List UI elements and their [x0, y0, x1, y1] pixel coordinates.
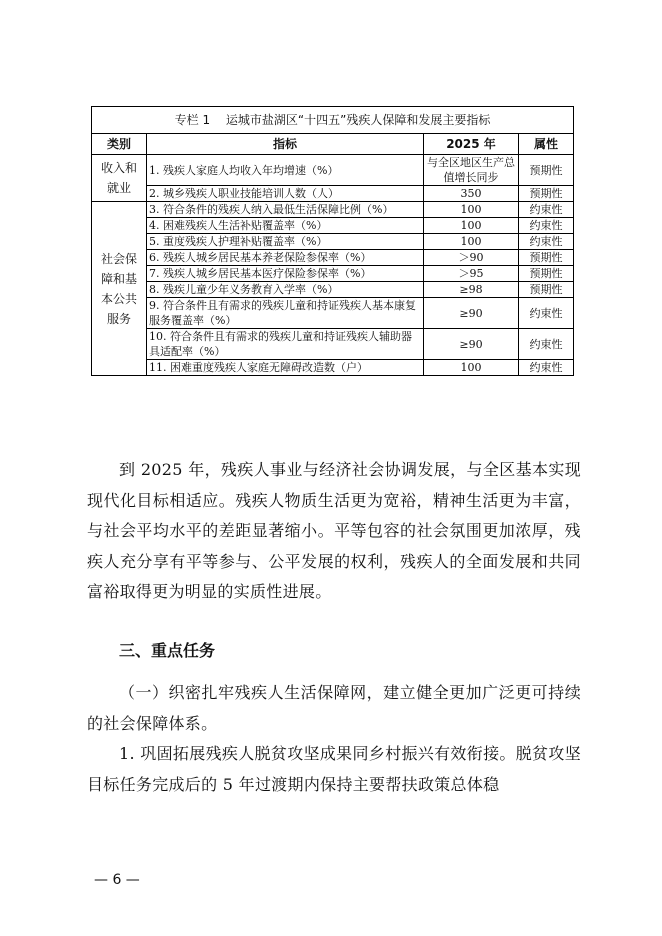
- attribute-cell: 约束性: [519, 202, 574, 218]
- indicator-cell: 4. 困难残疾人生活补贴覆盖率（%）: [147, 218, 424, 234]
- category-income-employment: 收入和就业: [92, 155, 147, 202]
- attribute-cell: 预期性: [519, 282, 574, 298]
- value-cell: 350: [424, 186, 519, 202]
- indicator-cell: 5. 重度残疾人护理补贴覆盖率（%）: [147, 234, 424, 250]
- table-row: [92, 266, 574, 282]
- attribute-cell: 约束性: [519, 360, 574, 376]
- table-row: [92, 298, 574, 329]
- value-cell: ＞95: [424, 266, 519, 282]
- table-row: [92, 218, 574, 234]
- attribute-cell: 预期性: [519, 155, 574, 186]
- value-cell: ＞90: [424, 250, 519, 266]
- subsection-heading-1: （一）织密扎牢残疾人生活保障网，建立健全更加广泛更可持续的社会保障体系。: [87, 683, 581, 733]
- header-year: 2025 年: [424, 134, 519, 155]
- section-heading-key-tasks: 三、重点任务: [119, 641, 216, 660]
- paragraph-item-1: 1. 巩固拓展残疾人脱贫攻坚成果同乡村振兴有效衔接。脱贫攻坚目标任务完成后的 5 年过渡期内保持主要帮扶政策总体稳: [87, 744, 581, 794]
- table-row: [92, 360, 574, 376]
- indicator-cell: 11. 困难重度残疾人家庭无障碍改造数（户）: [147, 360, 424, 376]
- indicator-cell: 7. 残疾人城乡居民基本医疗保险参保率（%）: [147, 266, 424, 282]
- attribute-cell: 预期性: [519, 266, 574, 282]
- attribute-cell: 约束性: [519, 218, 574, 234]
- value-cell: 100: [424, 360, 519, 376]
- indicator-cell: 2. 城乡残疾人职业技能培训人数（人）: [147, 186, 424, 202]
- header-attribute: 属性: [519, 134, 574, 155]
- indicators-table: [91, 106, 574, 376]
- value-cell: 与全区地区生产总值增长同步: [424, 155, 519, 186]
- indicator-cell: 10. 符合条件且有需求的残疾儿童和持证残疾人辅助器具适配率（%）: [147, 329, 424, 360]
- attribute-cell: 约束性: [519, 329, 574, 360]
- page-number: — 6 —: [94, 872, 140, 888]
- indicator-cell: 6. 残疾人城乡居民基本养老保险参保率（%）: [147, 250, 424, 266]
- attribute-cell: 预期性: [519, 250, 574, 266]
- value-cell: ≥98: [424, 282, 519, 298]
- header-category: 类别: [92, 134, 147, 155]
- table-row: [92, 155, 574, 186]
- header-indicator: 指标: [147, 134, 424, 155]
- attribute-cell: 约束性: [519, 234, 574, 250]
- indicator-cell: 3. 符合条件的残疾人纳入最低生活保障比例（%）: [147, 202, 424, 218]
- table-row: [92, 329, 574, 360]
- value-cell: ≥90: [424, 298, 519, 329]
- value-cell: 100: [424, 218, 519, 234]
- paragraph-goals-2025: 到 2025 年，残疾人事业与经济社会协调发展，与全区基本实现现代化目标相适应。残疾人物质生活更为宽裕，精神生活更为丰富，与社会平均水平的差距显著缩小。平等包容的社会氛围更加浓厚，残疾人充分享有平等参与、公平发展的权利，残疾人的全面发展和共同富裕取得更为明显的实质性进展。: [87, 460, 581, 601]
- attribute-cell: 预期性: [519, 186, 574, 202]
- value-cell: ≥90: [424, 329, 519, 360]
- indicator-cell: 1. 残疾人家庭人均收入年均增速（%）: [147, 155, 424, 186]
- table-caption: 专栏 1 运城市盐湖区“十四五”残疾人保障和发展主要指标: [92, 107, 574, 134]
- table-row: [92, 186, 574, 202]
- attribute-cell: 约束性: [519, 298, 574, 329]
- body-paragraph-subsection: [87, 678, 581, 800]
- table-row: [92, 202, 574, 218]
- indicator-cell: 8. 残疾儿童少年义务教育入学率（%）: [147, 282, 424, 298]
- body-paragraph-summary: [87, 455, 581, 608]
- value-cell: 100: [424, 202, 519, 218]
- value-cell: 100: [424, 234, 519, 250]
- table-row: [92, 234, 574, 250]
- category-social-security: 社会保障和基本公共服务: [92, 202, 147, 376]
- table-row: [92, 282, 574, 298]
- table-row: [92, 250, 574, 266]
- indicator-cell: 9. 符合条件且有需求的残疾儿童和持证残疾人基本康复服务覆盖率（%）: [147, 298, 424, 329]
